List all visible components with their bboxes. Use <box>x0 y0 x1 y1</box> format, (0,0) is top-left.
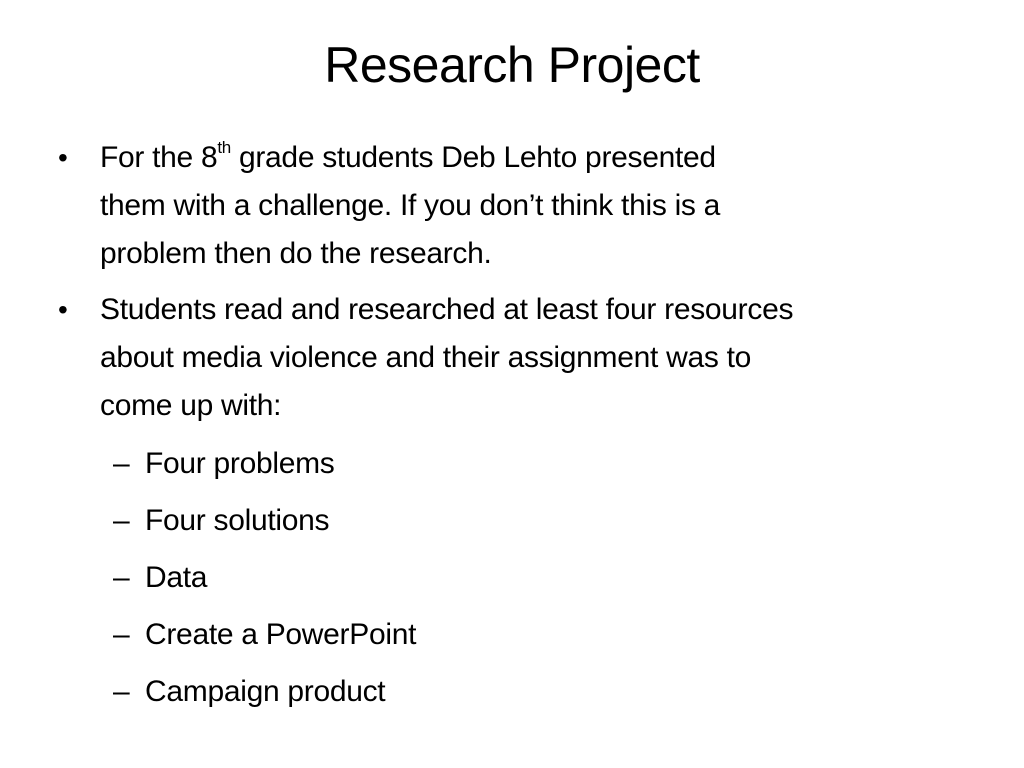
bullet-1-line-3: problem then do the research. <box>100 237 492 270</box>
dash-marker: – <box>113 447 130 480</box>
bullet-2-line-2: about media violence and their assignment was to <box>100 341 751 374</box>
bullet-dot: • <box>58 142 68 173</box>
bullet-1-line-1-prefix: For the 8 <box>100 141 218 174</box>
bullet-dot: • <box>58 294 68 325</box>
sub-item-label: Four problems <box>145 447 335 480</box>
dash-marker: – <box>113 504 130 537</box>
dash-marker: – <box>113 618 130 651</box>
sub-item-label: Data <box>145 561 208 594</box>
sub-item-label: Campaign product <box>145 675 386 708</box>
slide-title: Research Project <box>324 37 700 93</box>
bullet-1-line-2: them with a challenge. If you don’t think this is a <box>100 189 721 222</box>
bullet-1-line-1-suffix: grade students Deb Lehto presented <box>230 141 716 174</box>
bullet-text-1 <box>100 134 970 278</box>
bullet-2-line-3: come up with: <box>100 389 282 422</box>
bullet-text-2 <box>100 286 970 430</box>
bullet-2-line-1: Students read and researched at least four resources <box>100 293 794 326</box>
sub-item-label: Create a PowerPoint <box>145 618 417 651</box>
dash-marker: – <box>113 561 130 594</box>
ordinal-superscript: th <box>217 138 231 157</box>
dash-marker: – <box>113 675 130 708</box>
bullet-1-line-1 <box>100 134 970 182</box>
sub-item-label: Four solutions <box>145 504 330 537</box>
